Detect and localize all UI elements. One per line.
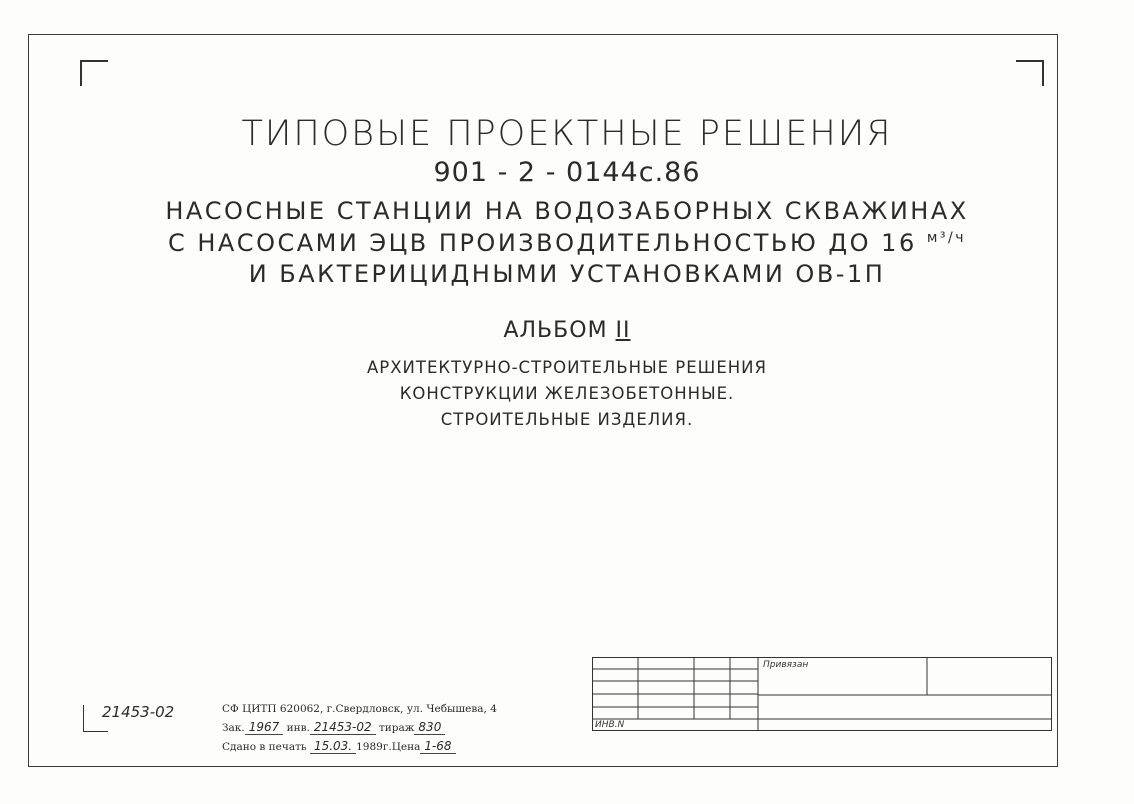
sent-line xyxy=(222,737,497,756)
album-number: II xyxy=(615,318,631,343)
series-title: ТИПОВЫЕ ПРОЕКТНЫЕ РЕШЕНИЯ xyxy=(241,114,893,154)
order-value: 1967 xyxy=(245,720,284,735)
sent-label: Сдано в печать xyxy=(222,741,307,753)
archive-number: 21453-02 xyxy=(102,703,175,721)
contents-line-2: КОНСТРУКЦИИ ЖЕЛЕЗОБЕТОННЫЕ. xyxy=(399,384,735,403)
publisher-line: СФ ЦИТП 620062, г.Свердловск, ул. Чебышева, 4 xyxy=(222,703,497,715)
capacity-unit: м³/ч xyxy=(926,230,967,246)
print-run-label: тираж xyxy=(378,722,415,734)
subject-line-2-text: С НАСОСАМИ ЭЦВ ПРОИЗВОДИТЕЛЬНОСТЬЮ ДО 16 xyxy=(167,229,917,257)
album-label: АЛЬБОМ xyxy=(503,318,608,343)
contents-line-3: СТРОИТЕЛЬНЫЕ ИЗДЕЛИЯ. xyxy=(440,410,694,429)
subject-line-2 xyxy=(0,229,1134,257)
corner-mark-top-left xyxy=(80,60,108,86)
contents-line-1: АРХИТЕКТУРНО-СТРОИТЕЛЬНЫЕ РЕШЕНИЯ xyxy=(367,358,767,377)
order-label: Зак. xyxy=(222,722,245,734)
price-value: 1-68 xyxy=(420,739,455,754)
inv-label: инв. xyxy=(286,722,310,734)
corner-mark-top-right xyxy=(1016,60,1044,86)
subject-line-3: И БАКТЕРИЦИДНЫМИ УСТАНОВКАМИ ОВ-1П xyxy=(248,260,886,288)
price-label: г.Цена xyxy=(382,741,421,753)
sent-date: 15.03. xyxy=(310,739,356,754)
print-run-value: 830 xyxy=(414,720,445,735)
album-title xyxy=(0,318,1134,343)
inv-value: 21453-02 xyxy=(310,720,376,735)
project-code: 901 - 2 - 0144с.86 xyxy=(433,157,701,188)
title-block xyxy=(592,657,1052,731)
sent-year: 1989 xyxy=(356,741,383,753)
subject-line-1: НАСОСНЫЕ СТАНЦИИ НА ВОДОЗАБОРНЫХ СКВАЖИНАХ xyxy=(165,197,969,225)
order-line xyxy=(222,718,497,737)
privyazan-label: Привязан xyxy=(763,660,809,670)
publisher-stamp xyxy=(222,700,497,756)
inv-n-label: ИНВ.N xyxy=(595,720,625,730)
title-block-grid xyxy=(592,657,1052,731)
